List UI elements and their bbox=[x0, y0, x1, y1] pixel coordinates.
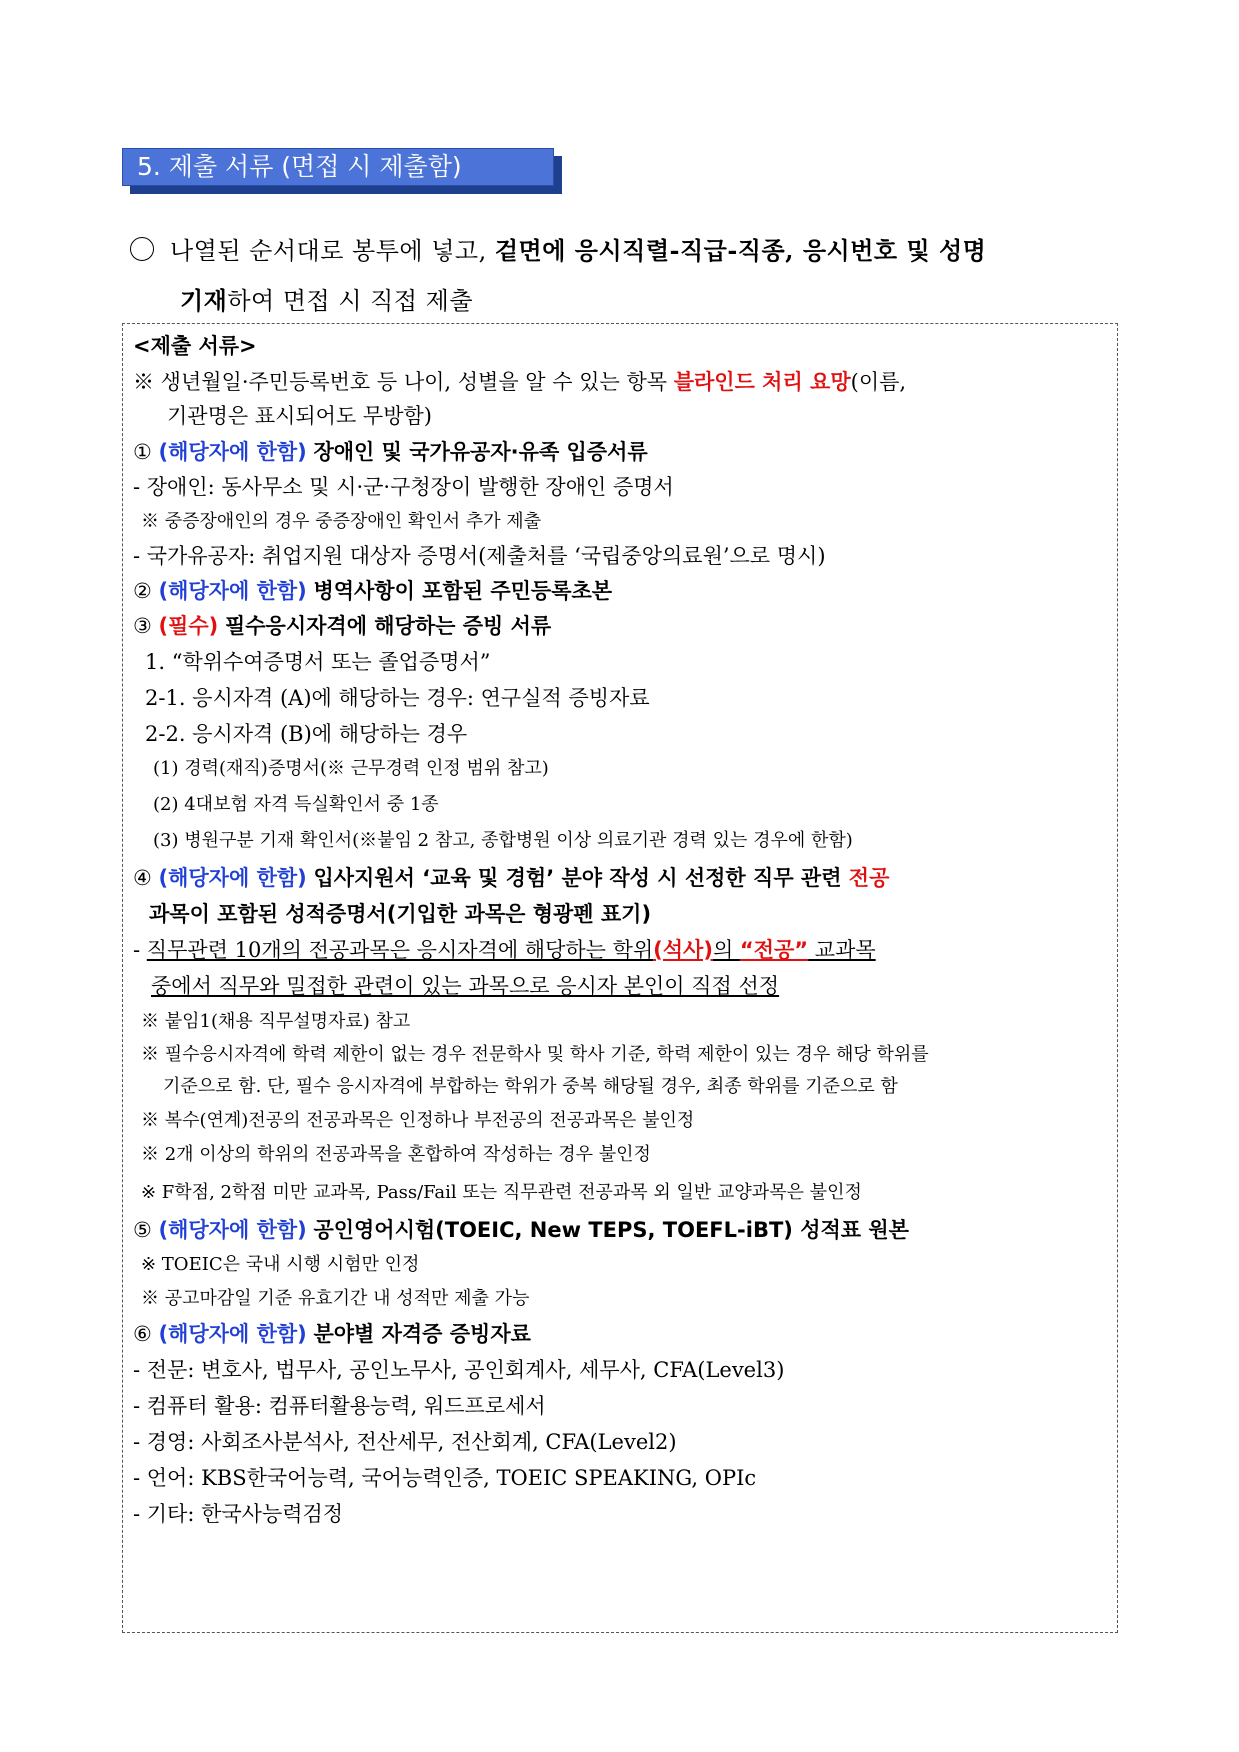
section-1-header bbox=[133, 436, 648, 466]
section-number: ④ bbox=[133, 866, 152, 890]
intro-line-1 bbox=[130, 226, 1120, 276]
section-3-subitem: (2) 4대보험 자격 득실확인서 중 1종 bbox=[153, 794, 439, 815]
intro-bold-text: 겉면에 응시직렬-직급-직종, 응시번호 및 성명 bbox=[494, 236, 987, 265]
section-1-item: - 장애인: 동사무소 및 시·군·구청장이 발행한 장애인 증명서 bbox=[133, 475, 674, 499]
section-6-item: - 전문: 변호사, 법무사, 공인노무사, 공인회계사, 세무사, CFA(Level3) bbox=[133, 1358, 785, 1382]
section-4-note: ※ 2개 이상의 학위의 전공과목을 혼합하여 작성하는 경우 불인정 bbox=[141, 1144, 651, 1165]
heading-title: 5. 제출 서류 (면접 시 제출함) bbox=[122, 148, 554, 186]
section-4-header bbox=[133, 862, 889, 892]
blind-highlight: 블라인드 처리 요망 bbox=[673, 370, 851, 394]
degree-highlight: (석사) bbox=[653, 938, 713, 962]
section-4-item-cont: 중에서 직무와 밀접한 관련이 있는 과목으로 응시자 본인이 직접 선정 bbox=[151, 974, 780, 998]
section-6-item: - 기타: 한국사능력검정 bbox=[133, 1502, 344, 1526]
section-4-note: ※ F학점, 2학점 미만 교과목, Pass/Fail 또는 직무관련 전공과목 외 일반 교양과목은 불인정 bbox=[141, 1182, 862, 1203]
intro-bold-text: 기재 bbox=[180, 286, 228, 315]
section-title: 장애인 및 국가유공자·유족 입증서류 bbox=[313, 440, 648, 464]
section-tag: (해당자에 한함) bbox=[158, 440, 307, 464]
section-3-item: 1. “학위수여증명서 또는 졸업증명서” bbox=[145, 650, 491, 674]
section-title: 필수응시자격에 해당하는 증빙 서류 bbox=[224, 614, 552, 638]
dash: - bbox=[133, 938, 147, 962]
intro-text: 나열된 순서대로 봉투에 넣고, bbox=[170, 237, 495, 265]
section-4-note: ※ 필수응시자격에 학력 제한이 없는 경우 전문학사 및 학사 기준, 학력 제한이 있는 경우 해당 학위를 bbox=[141, 1044, 929, 1065]
section-4-item bbox=[133, 934, 876, 964]
section-heading bbox=[122, 148, 562, 194]
section-1-note: ※ 중증장애인의 경우 중증장애인 확인서 추가 제출 bbox=[141, 511, 542, 532]
section-3-item: 2-1. 응시자격 (A)에 해당하는 경우: 연구실적 증빙자료 bbox=[145, 686, 650, 710]
section-4-header-cont: 과목이 포함된 성적증명서(기입한 과목은 형광펜 표기) bbox=[149, 902, 652, 926]
section-tag: (해당자에 한함) bbox=[158, 1218, 307, 1242]
section-number: ⑤ bbox=[133, 1218, 152, 1242]
section-1-item: - 국가유공자: 취업지원 대상자 증명서(제출처를 ‘국립중앙의료원’으로 명시) bbox=[133, 544, 826, 568]
section-6-item: - 경영: 사회조사분석사, 전산세무, 전산회계, CFA(Level2) bbox=[133, 1430, 677, 1454]
section-tag: (해당자에 한함) bbox=[158, 1322, 307, 1346]
section-number: ② bbox=[133, 579, 152, 603]
section-6-header bbox=[133, 1318, 531, 1348]
section-title: 병역사항이 포함된 주민등록초본 bbox=[313, 579, 613, 603]
section-number: ⑥ bbox=[133, 1322, 152, 1346]
section-2-header bbox=[133, 575, 612, 605]
section-title-highlight: 전공 bbox=[848, 866, 890, 890]
item-text: 교과목 bbox=[808, 938, 876, 962]
section-5-note: ※ TOEIC은 국내 시행 시험만 인정 bbox=[141, 1254, 420, 1275]
section-number: ③ bbox=[133, 614, 152, 638]
section-6-item: - 언어: KBS한국어능력, 국어능력인증, TOEIC SPEAKING, OPIc bbox=[133, 1466, 757, 1490]
section-title: 분야별 자격증 증빙자료 bbox=[313, 1322, 531, 1346]
section-3-header bbox=[133, 610, 551, 640]
note-text: (이름, bbox=[850, 370, 907, 394]
section-4-note: ※ 붙임1(채용 직무설명자료) 참고 bbox=[141, 1011, 411, 1032]
blind-note-cont: 기관명은 표시되어도 무방함) bbox=[167, 404, 432, 428]
note-text: ※ 생년월일·주민등록번호 등 나이, 성별을 알 수 있는 항목 bbox=[133, 370, 674, 394]
circle-bullet-icon bbox=[130, 237, 154, 261]
section-number: ① bbox=[133, 440, 152, 464]
item-text: 의 bbox=[712, 938, 740, 962]
intro-text: 하여 면접 시 직접 제출 bbox=[227, 287, 474, 315]
section-3-item: 2-2. 응시자격 (B)에 해당하는 경우 bbox=[145, 722, 468, 746]
section-tag: (해당자에 한함) bbox=[158, 866, 307, 890]
section-5-header bbox=[133, 1214, 909, 1244]
box-title: <제출 서류> bbox=[133, 334, 257, 358]
section-3-subitem: (1) 경력(재직)증명서(※ 근무경력 인정 범위 참고) bbox=[153, 758, 549, 779]
item-text: 직무관련 10개의 전공과목은 응시자격에 해당하는 학위 bbox=[146, 938, 654, 962]
section-title: 입사지원서 ‘교육 및 경험’ 분야 작성 시 선정한 직무 관련 bbox=[313, 866, 849, 890]
section-tag: (해당자에 한함) bbox=[158, 579, 307, 603]
section-tag: (필수) bbox=[158, 614, 219, 638]
major-highlight: “전공” bbox=[739, 938, 809, 962]
intro-paragraph bbox=[130, 226, 1120, 326]
intro-line-2 bbox=[130, 276, 1120, 326]
section-title: 공인영어시험(TOEIC, New TEPS, TOEFL-iBT) 성적표 원본 bbox=[313, 1218, 909, 1242]
section-3-subitem: (3) 병원구분 기재 확인서(※붙임 2 참고, 종합병원 이상 의료기관 경력 있는 경우에 한함) bbox=[153, 830, 853, 851]
section-6-item: - 컴퓨터 활용: 컴퓨터활용능력, 워드프로세서 bbox=[133, 1394, 546, 1418]
blind-note bbox=[133, 366, 906, 396]
section-4-note-cont: 기준으로 함. 단, 필수 응시자격에 부합하는 학위가 중복 해당될 경우, 최종 학위를 기준으로 함 bbox=[163, 1076, 898, 1097]
section-5-note: ※ 공고마감일 기준 유효기간 내 성적만 제출 가능 bbox=[141, 1288, 530, 1309]
section-4-note: ※ 복수(연계)전공의 전공과목은 인정하나 부전공의 전공과목은 불인정 bbox=[141, 1110, 695, 1131]
